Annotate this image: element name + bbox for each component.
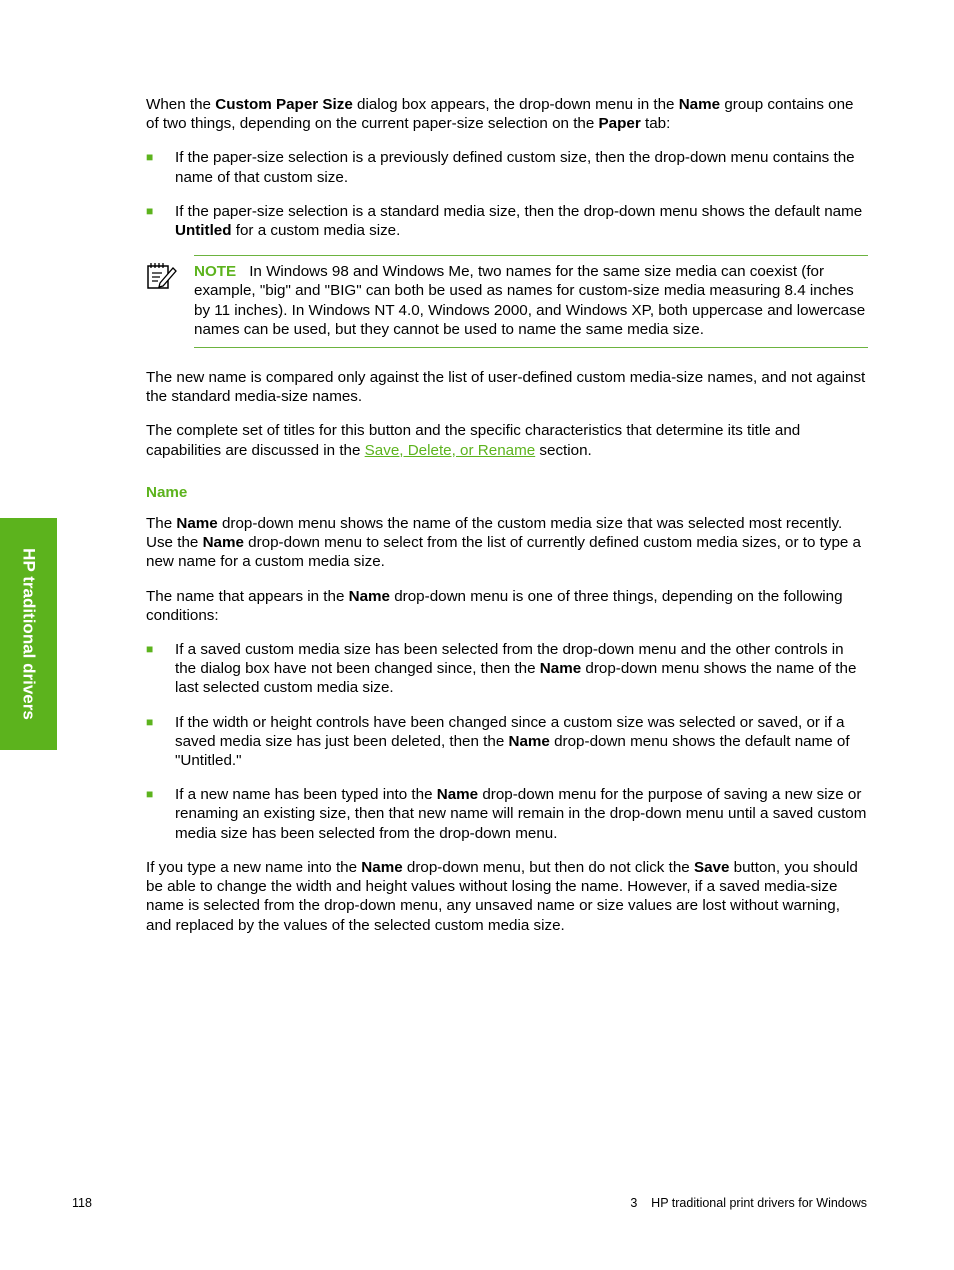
bullet-square-icon: ■ bbox=[146, 150, 154, 165]
save-warning-paragraph: If you type a new name into the Name drop-down menu, but then do not click the Save button, you should be able to change the width and height values without losing the name. However, if a saved media-size name is selected from the drop-down menu, any unsaved name or size values are lost without warning, and replaced by the values of the selected custom media size. bbox=[146, 858, 858, 934]
side-tab-label: HP traditional drivers bbox=[19, 548, 39, 720]
notepad-icon bbox=[146, 259, 178, 291]
note-box bbox=[194, 255, 868, 348]
list-item: ■ If a new name has been typed into the Name drop-down menu for the purpose of saving a new size or renaming an existing size, then that new name will remain in the drop-down menu until a saved custom media size has been selected from the drop-down menu. bbox=[146, 786, 867, 842]
page-content bbox=[146, 95, 868, 950]
chapter-footer: 3 HP traditional print drivers for Windows bbox=[630, 1196, 867, 1210]
page-number: 118 bbox=[72, 1196, 92, 1210]
conditions-paragraph: The name that appears in the Name drop-down menu is one of three things, depending on the following conditions: bbox=[146, 587, 843, 624]
note-block bbox=[146, 255, 868, 348]
note-text: In Windows 98 and Windows Me, two names for the same size media can coexist (for example, "big" and "BIG" can both be used as names for custom-size media measuring 8.4 inches by 11 inches). In Windows NT 4.0, Windows 2000, and Windows XP, both uppercase and lowercase names can be used, but they cannot be used to name the same media size. bbox=[194, 263, 866, 338]
bullet-square-icon: ■ bbox=[146, 714, 154, 729]
bullet-square-icon: ■ bbox=[146, 787, 154, 802]
bullet-square-icon: ■ bbox=[146, 203, 154, 218]
bullet-square-icon: ■ bbox=[146, 642, 154, 657]
save-delete-rename-link[interactable]: Save, Delete, or Rename bbox=[364, 441, 536, 459]
conditions-bullet-list bbox=[146, 640, 868, 843]
note-label: NOTE bbox=[194, 263, 237, 281]
comparison-paragraph: The new name is compared only against the list of user-defined custom media-size names, and not against the standard media-size names. bbox=[146, 369, 866, 406]
section-heading-name: Name bbox=[146, 483, 188, 501]
list-item: ■ If the paper-size selection is a previously defined custom size, then the drop-down menu contains the name of that custom size. bbox=[146, 149, 855, 186]
intro-paragraph: When the Custom Paper Size dialog box appears, the drop-down menu in the Name group contains one of two things, depending on the current paper-size selection on the Paper tab: bbox=[146, 96, 854, 133]
list-item: ■ If the paper-size selection is a standard media size, then the drop-down menu shows the default name Untitled for a custom media size. bbox=[146, 202, 863, 240]
chapter-side-tab bbox=[0, 518, 57, 750]
list-item: ■ If a saved custom media size has been selected from the drop-down menu and the other controls in the dialog box have not been changed since, then the Name drop-down menu shows the name of the last selected custom media size. bbox=[146, 641, 857, 697]
titles-paragraph: The complete set of titles for this button and the specific characteristics that determine its title and capabilities are discussed in the Save, Delete, or Rename section. bbox=[146, 422, 801, 459]
name-menu-paragraph: The Name drop-down menu shows the name of the custom media size that was selected most recently. Use the Name drop-down menu to select from the list of currently defined custom media sizes, or to type a new name for a custom media size. bbox=[146, 515, 862, 571]
list-item: ■ If the width or height controls have been changed since a custom size was selected or saved, or if a saved media size has just been deleted, then the Name drop-down menu shows the default name of "Untitled." bbox=[146, 713, 850, 770]
paper-size-bullet-list bbox=[146, 148, 868, 240]
